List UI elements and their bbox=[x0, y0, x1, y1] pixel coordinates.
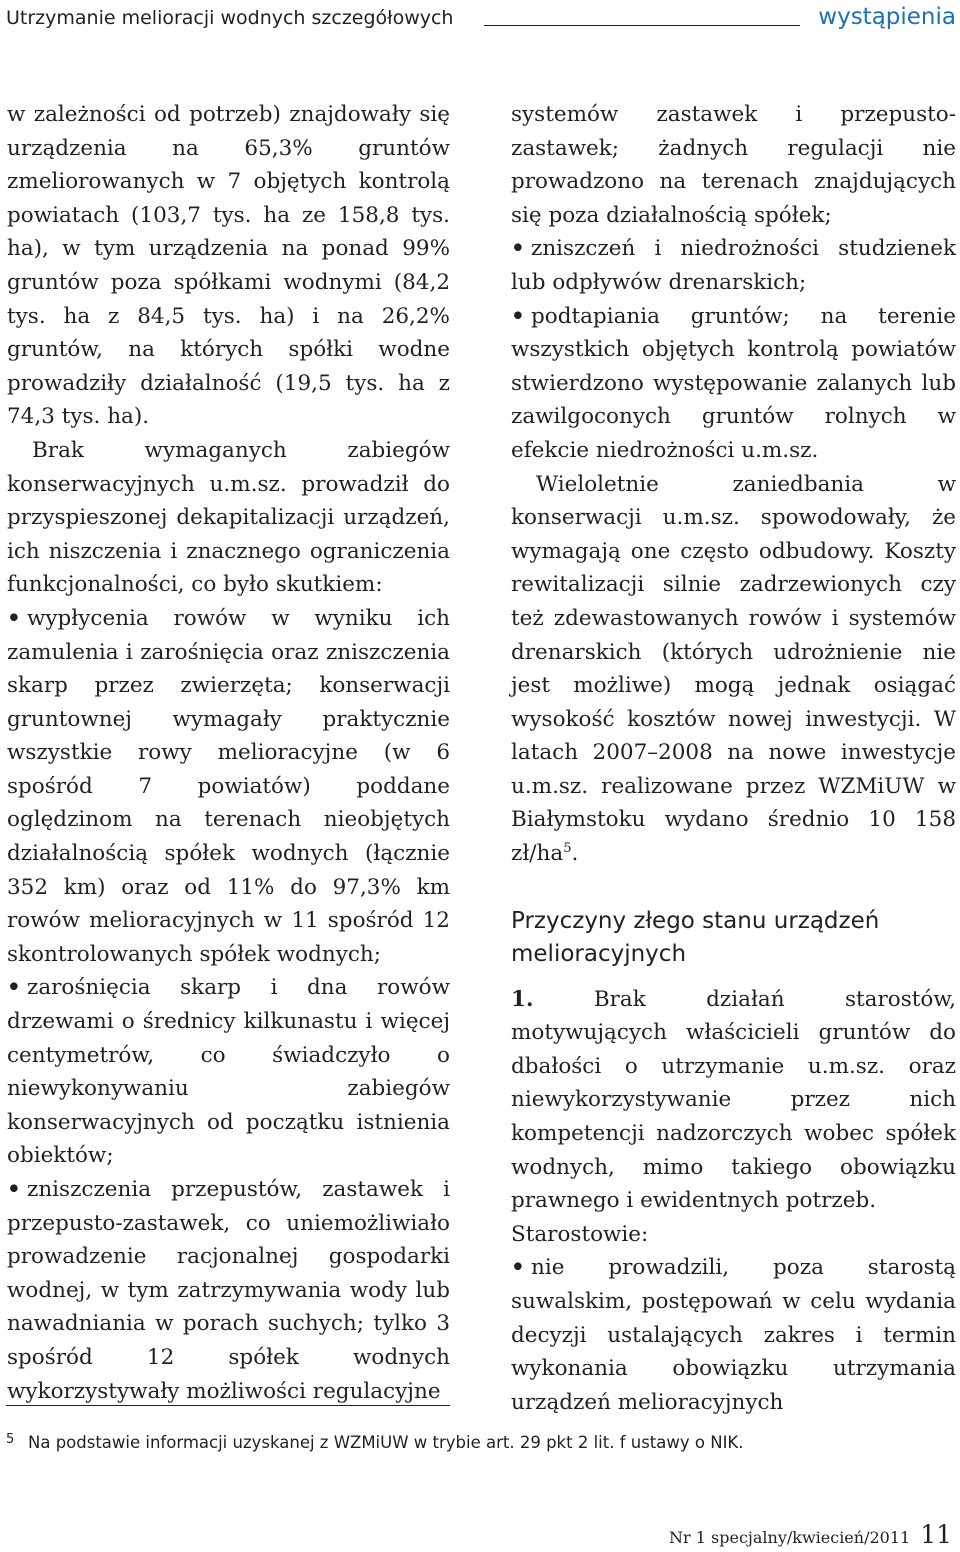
right-paragraph-2-end: . bbox=[571, 841, 579, 867]
right-bullet-1-text: zniszczeń i niedrożności studzienek lub odpływów drenarskich; bbox=[511, 236, 956, 295]
left-bullet-3-text: zniszczenia przepustów, zastawek i przepusto-zastawek, co uniemożliwiało prowadzenie racjonalnej gospodarki wodnej, w tym zatrzymywania wody lub nawadniania w porach suchych; tylko 3 spośród 12 spółek wodnych wykorzystywały możliwości regulacyjne bbox=[7, 1177, 450, 1404]
right-paragraph-2 bbox=[511, 468, 956, 871]
left-bullet-2 bbox=[7, 971, 450, 1173]
right-bullet-2 bbox=[511, 300, 956, 468]
bullet-icon: • bbox=[511, 1255, 525, 1281]
running-header bbox=[6, 4, 956, 34]
footnote-number: 5 bbox=[6, 1432, 15, 1447]
left-column bbox=[7, 98, 450, 1408]
page-footer bbox=[669, 1520, 952, 1549]
left-bullet-1-text: wypłycenia rowów w wyniku ich zamulenia i zarośnięcia oraz zniszczenia skarp przez zwierzęta; konserwacji gruntownej wymagały praktycznie wszystkie rowy melioracyjne (w 6 spośród 7 powiatów) poddane oględzinom na terenach nieobjętych działalnością spółek wodnych (łącznie 352 km) oraz od 11% do 97,3% km rowów melioracyjnych w 11 spośród 12 skontrolowanych spółek wodnych; bbox=[7, 605, 450, 967]
right-bullet-3-text: nie prowadzili, poza starostą suwalskim, postępowań w celu wydania decyzji ustalających zakres i termin wykonania obowiązku utrzymania urządzeń melioracyjnych bbox=[511, 1255, 956, 1415]
bullet-icon: • bbox=[7, 605, 21, 631]
running-header-category: wystąpienia bbox=[818, 4, 956, 30]
left-bullet-1 bbox=[7, 602, 450, 972]
section-heading: Przyczyny złego stanu urządzeń melioracyjnych bbox=[511, 907, 880, 967]
issue-label: Nr 1 specjalny/kwiecień/2011 bbox=[669, 1528, 911, 1547]
bullet-icon: • bbox=[7, 1177, 21, 1202]
item-number: 1. bbox=[511, 986, 534, 1012]
footnote-rule bbox=[6, 1405, 450, 1406]
left-bullet-2-text: zarośnięcia skarp i dna rowów drzewami o średnicy kilkunastu i więcej centymetrów, co świadczyło o niewykonywaniu zabiegów konserwacyjnych od początku istnienia obiektów; bbox=[7, 975, 450, 1169]
right-bullet-3 bbox=[511, 1251, 956, 1419]
right-paragraph-2-text: Wieloletnie zaniedbania w konserwacji u.m.sz. spowodowały, że wymagają one często odbudowy. Koszty rewitalizacji silnie zadrzewionych czy też zdewastowanych rowów i systemów drenarskich (których udrożnienie nie jest możliwe) mogą jednak osiągać wysokość kosztów nowej inwestycji. W latach 2007–2008 na nowe inwestycje u.m.sz. realizowane przez WZMiUW w Białymstoku wydano średnio 10 158 zł/ha bbox=[511, 471, 956, 867]
running-header-section: Utrzymanie melioracji wodnych szczegółowych bbox=[6, 7, 454, 29]
right-numbered-item-1-text: Brak działań starostów, motywujących właścicieli gruntów do dbałości o utrzymanie u.m.sz. oraz niewykorzystywanie przez nich kompetencji nadzorczych wobec spółek wodnych, mimo takiego obowiązku prawnego i ewidentnych potrzeb. bbox=[511, 986, 957, 1214]
footnote-reference: 5 bbox=[563, 840, 572, 856]
bullet-icon: • bbox=[7, 975, 21, 1001]
right-paragraph-3: Starostowie: bbox=[511, 1221, 649, 1247]
page-number: 11 bbox=[920, 1520, 952, 1549]
bullet-icon: • bbox=[511, 303, 525, 329]
footnote-text: Na podstawie informacji uzyskanej z WZMiUW w trybie art. 29 pkt 2 lit. f ustawy o NIK. bbox=[28, 1433, 744, 1452]
bullet-icon: • bbox=[511, 236, 525, 262]
left-bullet-3 bbox=[7, 1173, 450, 1408]
right-bullet-1 bbox=[511, 232, 956, 299]
footnote bbox=[6, 1432, 946, 1452]
right-bullet-2-text: podtapiania gruntów; na terenie wszystkich objętych kontrolą powiatów stwierdzono występowanie zalanych lub zawilgoconych gruntów rolnych w efekcie niedrożności u.m.sz. bbox=[511, 303, 956, 463]
header-rule bbox=[484, 25, 800, 26]
left-paragraph-1: w zależności od potrzeb) znajdowały się urządzenia na 65,3% gruntów zmeliorowanych w 7 objętych kontrolą powiatach (103,7 tys. ha ze 158,8 tys. ha), w tym urządzenia na ponad 99% gruntów poza spółkami wodnymi (84,2 tys. ha z 84,5 tys. ha) i na 26,2% gruntów, na których spółki wodne prowadziły działalność (19,5 tys. ha z 74,3 tys. ha). bbox=[7, 102, 450, 430]
right-numbered-item-1 bbox=[511, 983, 956, 1218]
right-column bbox=[511, 98, 956, 1419]
right-paragraph-1: systemów zastawek i przepusto-zastawek; żadnych regulacji nie prowadzono na terenach znajdujących się poza działalnością spółek; bbox=[511, 102, 956, 228]
left-paragraph-2: Brak wymaganych zabiegów konserwacyjnych u.m.sz. prowadził do przyspieszonej dekapitalizacji urządzeń, ich niszczenia i znacznego ograniczenia funkcjonalności, co było skutkiem: bbox=[7, 437, 450, 598]
